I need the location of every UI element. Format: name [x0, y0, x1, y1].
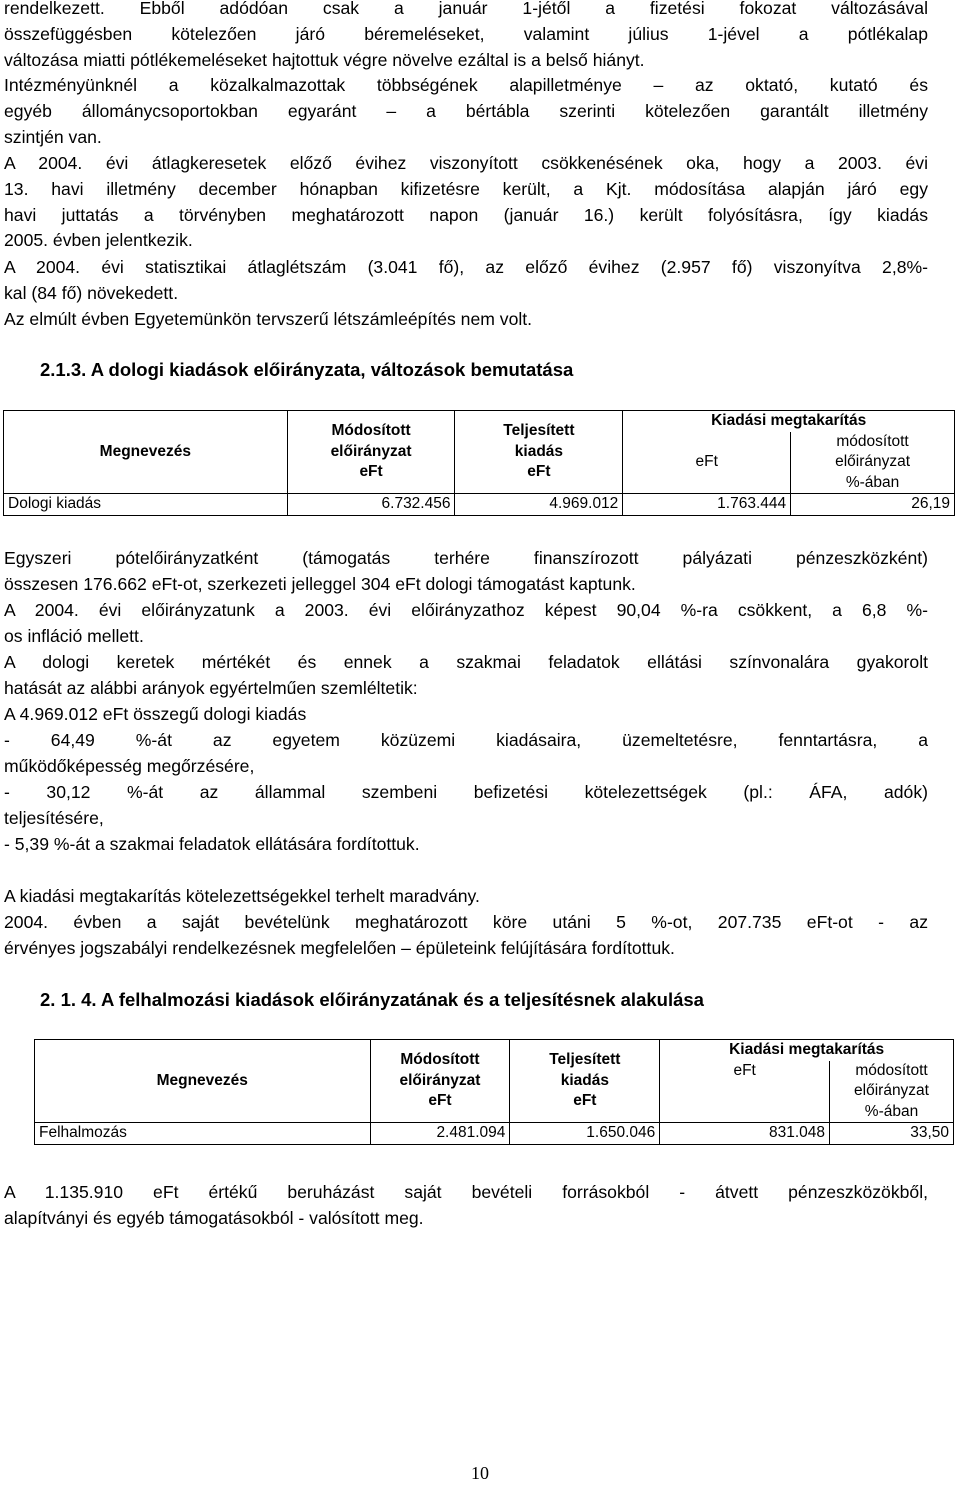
text-line: A 2004. évi átlagkeresetek előző évihez viszonyított csökkenésének oka, hogy a 2003. évi [4, 153, 928, 173]
text-line: Egyszeri pótelőirányzatként (támogatás terhére finanszírozott pályázati pénzeszközként) [4, 548, 928, 568]
intro-paragraph-2 [4, 73, 928, 150]
intro-paragraph-4 [4, 255, 928, 307]
header-line: kiadás [514, 442, 564, 460]
intro-paragraph-1 [4, 0, 928, 73]
table-header-row [4, 411, 955, 432]
header-line: előirányzat [835, 453, 911, 470]
text-line: teljesítésére, [4, 807, 104, 828]
header-line: módosított [836, 432, 909, 450]
header-line: %-ában [864, 1102, 919, 1120]
column-header-modified [287, 411, 455, 494]
header-line: előirányzat [854, 1082, 929, 1099]
header-line: eFt [573, 1092, 597, 1110]
column-header-eft: eFt [660, 1061, 830, 1123]
text-line: A 2004. évi előirányzatunk a 2003. évi előirányzathoz képest 90,04 %-ra csökkent, a 6,8 %- [4, 600, 928, 620]
table-header-row [35, 1040, 954, 1061]
table-cell: 26,19 [791, 494, 955, 516]
column-group-savings: Kiadási megtakarítás [660, 1040, 954, 1061]
text-line: - 30,12 %-át az állammal szembeni befizetési kötelezettségek (pl.: ÁFA, adók) [4, 782, 928, 802]
text-line: Az elmúlt évben Egyetemünkön tervszerű létszámleépítés nem volt. [4, 309, 533, 329]
header-line: Teljesített [549, 1051, 621, 1069]
text-line: hatását az alábbi arányok egyértelműen szemléltetik: [4, 677, 418, 698]
intro-paragraph-5 [4, 307, 928, 333]
column-header-percent [830, 1061, 954, 1123]
table-cell: 831.048 [660, 1123, 830, 1145]
text-line: 2005. évben jelentkezik. [4, 230, 193, 251]
paragraph-investment [4, 1180, 928, 1232]
list-item-3 [4, 832, 928, 858]
header-line: előirányzat [399, 1071, 481, 1089]
text-line: A kiadási megtakarítás kötelezettségekkel terhelt maradvány. [4, 886, 480, 906]
table-row [35, 1123, 954, 1145]
column-header-completed [510, 1040, 660, 1123]
table-cell: 6.732.456 [287, 494, 455, 516]
list-item-2 [4, 780, 928, 832]
text-line: működőképesség megőrzésére, [4, 755, 255, 776]
text-line: A 2004. évi statisztikai átlaglétszám (3.041 fő), az előző évihez (2.957 fő) viszonyítva 2,8%- [4, 257, 928, 277]
header-line: módosított [855, 1061, 928, 1079]
text-line: alapítványi és egyéb támogatásokból - valósított meg. [4, 1207, 424, 1228]
text-line: érvényes jogszabályi rendelkezésnek megfelelően – épületeink felújítására fordítottuk. [4, 937, 675, 958]
text-line: - 5,39 %-át a szakmai feladatok ellátására fordítottuk. [4, 834, 420, 854]
table-cell: 33,50 [830, 1123, 954, 1145]
header-line: %-ában [845, 473, 900, 491]
list-item-1 [4, 728, 928, 780]
text-line: Intézményünknél a közalkalmazottak többségének alapilletménye – az oktató, kutató és [4, 75, 928, 95]
text-line: kal (84 fő) növekedett. [4, 282, 179, 303]
column-group-savings: Kiadási megtakarítás [623, 411, 955, 432]
column-header-percent [791, 432, 955, 494]
header-line: eFt [527, 463, 551, 481]
column-header-completed [455, 411, 623, 494]
table-row [4, 494, 955, 516]
text-line: - 64,49 %-át az egyetem közüzemi kiadásaira, üzemeltetésre, fenntartásra, a [4, 730, 928, 750]
column-header-name: Megnevezés [4, 411, 288, 494]
paragraph-remainder [4, 884, 928, 910]
page-number: 10 [471, 1463, 489, 1483]
text-line: változása miatti pótlékemeléseket hajtottuk végre növelve ezáltal is a belső hiányt. [4, 49, 645, 70]
table-cell: 1.650.046 [510, 1123, 660, 1145]
table-cell: 1.763.444 [623, 494, 791, 516]
column-header-name: Megnevezés [35, 1040, 371, 1123]
felhalmozas-table [34, 1039, 954, 1145]
text-line: A 4.969.012 eFt összegű dologi kiadás [4, 703, 307, 724]
intro-paragraph-3 [4, 151, 928, 254]
column-header-modified [370, 1040, 510, 1123]
header-line: Teljesített [503, 422, 575, 440]
text-line: havi juttatás a törvényben meghatározott napon (január 16.) került folyósításra, így kiadás [4, 204, 928, 225]
text-line: os infláció mellett. [4, 625, 144, 646]
text-line: egyéb állománycsoportokban egyaránt – a bértábla szerinti kötelezően garantált illetmény [4, 100, 928, 121]
text-line: 13. havi illetmény december hónapban kifizetésre került, a Kjt. módosítása alapján járó egy [4, 178, 928, 199]
text-line: szintjén van. [4, 126, 102, 147]
paragraph-ratios [4, 650, 928, 727]
dologi-kiadas-table [3, 410, 955, 516]
text-line: összefüggésben kötelezően járó béremeléseket, valamint július 1-jével a pótlékalap [4, 23, 928, 44]
header-line: Módosított [331, 422, 411, 440]
table-cell: 2.481.094 [370, 1123, 510, 1145]
paragraph-budget-change [4, 598, 928, 650]
column-header-eft: eFt [623, 432, 791, 494]
text-line: A dologi keretek mértékét és ennek a szakmai feladatok ellátási színvonalára gyakorolt [4, 652, 928, 672]
table-cell: 4.969.012 [455, 494, 623, 516]
table-cell: Felhalmozás [35, 1123, 371, 1145]
text-line: összesen 176.662 eFt-ot, szerkezeti jelleggel 304 eFt dologi támogatást kaptunk. [4, 573, 636, 594]
header-line: előirányzat [330, 442, 412, 460]
text-line: A 1.135.910 eFt értékű beruházást saját bevételi forrásokból - átvett pénzeszközökből, [4, 1182, 928, 1202]
header-line: eFt [428, 1092, 452, 1110]
text-line: rendelkezett. Ebből adódóan csak a január 1-jétől a fizetési fokozat változásával [4, 0, 928, 18]
text-line: 2004. évben a saját bevételünk meghatározott köre utáni 5 %-ot, 207.735 eFt-ot - az [4, 912, 928, 932]
header-line: eFt [359, 463, 383, 481]
header-line: kiadás [560, 1071, 609, 1089]
table-cell: Dologi kiadás [4, 494, 288, 516]
section-heading-2-1-3: 2.1.3. A dologi kiadások előirányzata, változások bemutatása [40, 359, 574, 380]
paragraph-support [4, 546, 928, 598]
header-line: Módosított [400, 1051, 480, 1069]
paragraph-renovation [4, 910, 928, 962]
section-heading-2-1-4: 2. 1. 4. A felhalmozási kiadások előirányzatának és a teljesítésnek alakulása [40, 989, 704, 1010]
